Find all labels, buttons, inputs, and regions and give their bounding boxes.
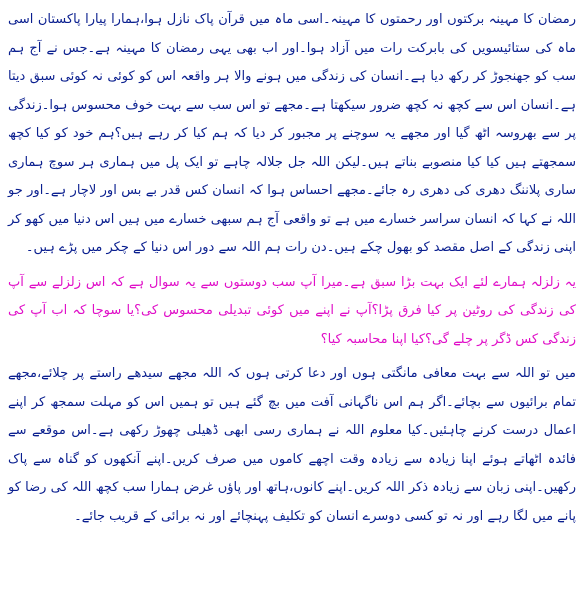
- paragraph-1: رمضان کا مہینہ برکتوں اور رحمتوں کا مہینہ۔اسی ماہ میں قرآن پاک نازل ہوا،ہمارا پیارا پاکستان اسی ماہ کی ستائیسویں کی بابرکت رات میں آزاد ہوا۔اور اب بھی یہی رمضان کا مہینہ ہے۔جس نے آج ہم سب کو جھنجوڑ کر رکھ دیا ہے۔انسان کی زندگی میں ہونے والا ہر واقعہ اس کو کوئی نہ کوئی سبق دیتا ہے۔انسان اس سے کچھ نہ کچھ ضرور سیکھتا ہے۔مجھے تو اس سب سے بہت خوف محسوس ہوا۔زندگی پر سے بھروسہ اٹھ گیا اور مجھے یہ سوچنے پر مجبور کر دیا کہ ہم کیا کر رہے ہیں؟ہم خود کو کیا کچھ سمجھتے ہیں کیا کیا منصوبے بناتے ہیں۔لیکن اللہ جل جلالہ چاہے تو ایک پل میں ہماری ہر سوچ ہماری ساری پلاننگ دھری کی دھری رہ جائے۔مجھے احساس ہوا کہ انسان کس قدر بے بس اور لاچار ہے۔اور جو اللہ نے کہا کہ انسان سراسر خسارے میں ہے تو واقعی آج ہم سبھی خسارے میں ہیں اس دنیا میں کھو کر اپنی زندگی کے اصل مقصد کو بھول چکے ہیں۔دن رات ہم اللہ سے دور اس دنیا کے چکر میں پڑے ہیں۔: [8, 12, 576, 255]
- article-body: [8, 6, 576, 531]
- paragraph-3: میں تو اللہ سے بہت معافی مانگتی ہوں اور دعا کرتی ہوں کہ اللہ مجھے سیدھے راستے پر چلائے،مجھے تمام برائیوں سے بچائے۔اگر ہم اس ناگہانی آفت میں بچ گئے ہیں تو ہمیں اس کو مہلت سمجھ کر اپنے اعمال درست کرنے چاہئیں۔کیا معلوم اللہ نے ہماری رسی ابھی ڈھیلی چھوڑ رکھی ہے۔اس موقعے سے فائدہ اٹھاتے ہوئے اپنا زیادہ سے زیادہ وقت اچھے کاموں میں صرف کریں۔اپنے آنکھوں کو گناہ سے پاک رکھیں۔اپنی زبان سے زیادہ ذکر اللہ کریں۔اپنے کانوں،ہاتھ اور پاؤں غرض ہمارا سب کچھ اللہ کی رضا کو پانے میں لگا رہے اور نہ تو کسی دوسرے انسان کو تکلیف پہنچائے اور نہ برائی کے قریب جائے۔: [8, 366, 576, 524]
- paragraph-2-highlighted: یہ زلزلہ ہمارے لئے ایک بہت بڑا سبق ہے۔میرا آپ سب دوستوں سے یہ سوال ہے کہ اس زلزلے سے آپ کی زندگی کی روٹین پر کیا فرق پڑا؟آپ نے اپنے میں کوئی تبدیلی محسوس کی؟یا سوچا کہ اب آپ کی زندگی کس ڈگر پر چلے گی؟کیا اپنا محاسبہ کیا؟: [8, 274, 576, 347]
